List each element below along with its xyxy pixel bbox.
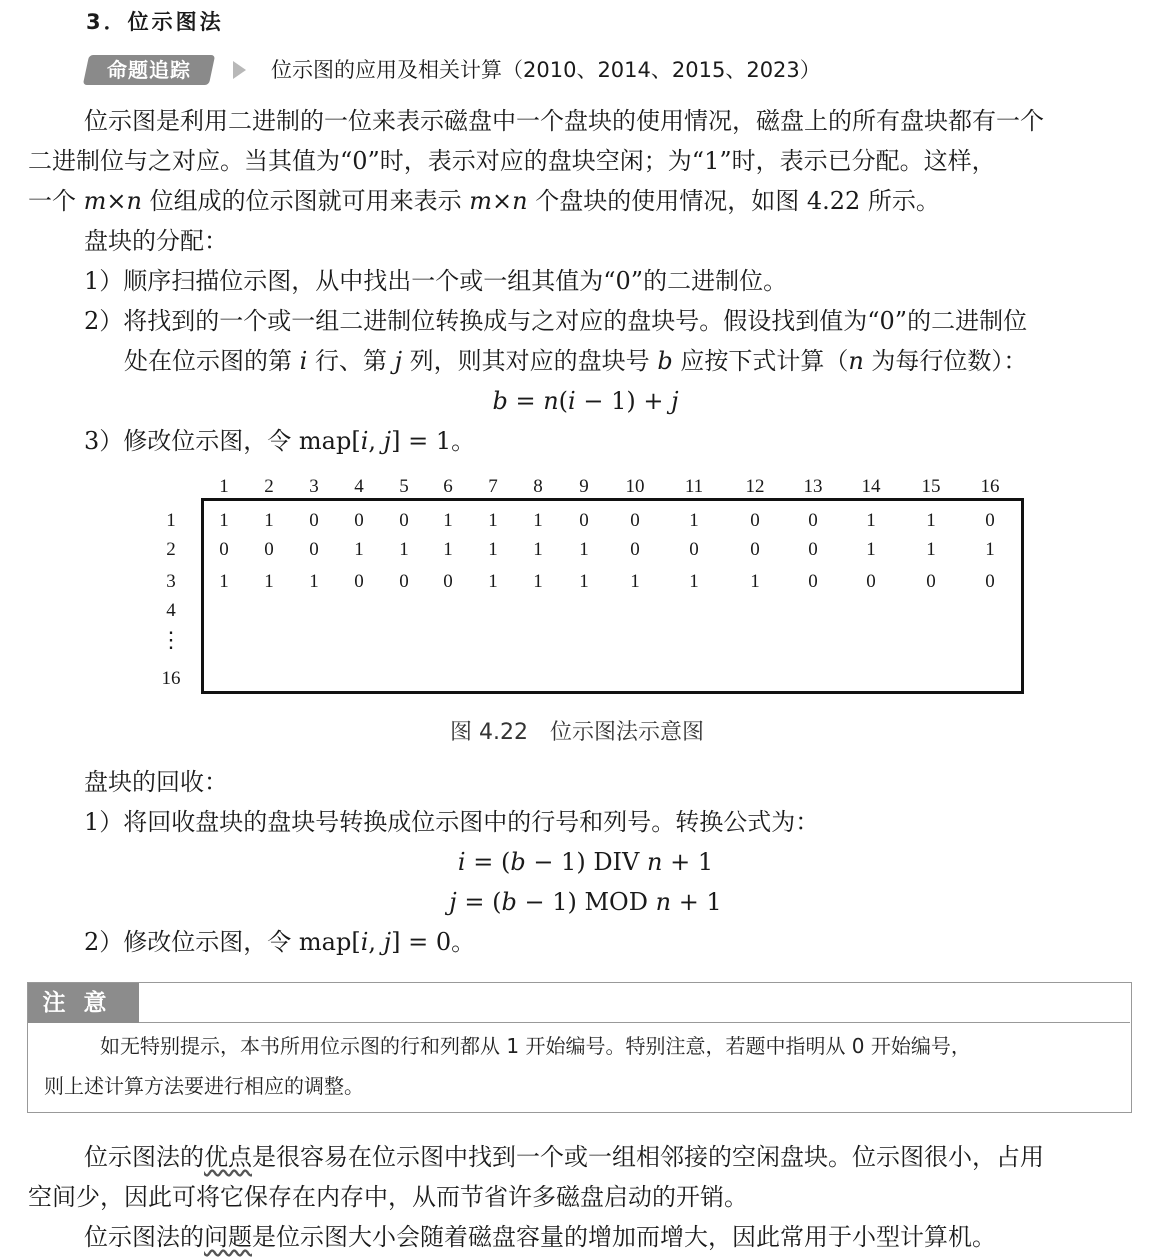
- row-label: 1: [166, 510, 176, 531]
- bitmap-cell: 1: [926, 510, 936, 531]
- math-n: n: [848, 347, 864, 375]
- bitmap-cell: 0: [579, 510, 589, 531]
- text: ,: [368, 427, 384, 455]
- bitmap-cell: 0: [866, 571, 876, 592]
- bitmap-cell: 1: [579, 539, 589, 560]
- bitmap-cell: 0: [689, 539, 699, 560]
- bitmap-cell: 0: [808, 510, 818, 531]
- allocation-step-1: 1）顺序扫描位示图，从中找出一个或一组其值为“0”的二进制位。: [84, 267, 788, 295]
- bitmap-cell: 0: [264, 539, 274, 560]
- bitmap-cell: 1: [630, 571, 640, 592]
- math-b: b: [510, 848, 526, 876]
- text: 是位示图大小会随着磁盘容量的增加而增大，因此常用于小型计算机。: [252, 1223, 996, 1251]
- math-j: j: [383, 928, 392, 956]
- column-label: 11: [684, 476, 704, 497]
- bitmap-cell: 1: [985, 539, 995, 560]
- bitmap-cell: 1: [488, 539, 498, 560]
- figure-caption: 图 4.22 位示图法示意图: [450, 720, 704, 745]
- bitmap-cell: 0: [443, 571, 453, 592]
- bitmap-cell: 1: [866, 510, 876, 531]
- bitmap-cell: 1: [533, 539, 543, 560]
- bitmap-cell: 0: [750, 510, 760, 531]
- text: 处在位示图的第: [124, 347, 300, 375]
- column-label: 14: [861, 476, 881, 497]
- closing-paragraph: [28, 1137, 1143, 1257]
- row-label: 2: [166, 539, 176, 560]
- note-line-2: 则上述计算方法要进行相应的调整。: [44, 1074, 364, 1098]
- bitmap-cell: 0: [985, 510, 995, 531]
- row-label: 3: [166, 571, 176, 592]
- text: 3）修改位示图，令 map[: [84, 427, 361, 455]
- bitmap-cell: 1: [264, 571, 274, 592]
- recycle-formula-j: [28, 882, 1143, 922]
- recycle-section: [28, 762, 1143, 962]
- math-i: i: [360, 427, 369, 455]
- bitmap-cell: 1: [689, 571, 699, 592]
- bitmap-cell: 0: [808, 539, 818, 560]
- column-label: 9: [579, 476, 589, 497]
- closing-line-2: 空间少，因此可将它保存在内存中，从而节省许多磁盘启动的开销。: [28, 1183, 748, 1211]
- math-mxn: m×n: [83, 187, 142, 215]
- intro-text: 一个: [28, 187, 84, 215]
- math-n: n: [543, 387, 559, 415]
- bitmap-cell: 0: [630, 539, 640, 560]
- math-op: = (: [465, 848, 511, 876]
- bitmap-cell: 1: [488, 571, 498, 592]
- recycle-formula-i: [28, 842, 1143, 882]
- column-label: 10: [625, 476, 645, 497]
- bitmap-cell: 1: [533, 571, 543, 592]
- math-op: (: [558, 387, 569, 415]
- row-label-16: 16: [161, 668, 181, 689]
- intro-line-3: [28, 181, 1143, 221]
- math-j: j: [394, 347, 403, 375]
- column-label: 16: [980, 476, 1000, 497]
- allocation-step-3: [28, 421, 1143, 461]
- column-label: 6: [443, 476, 453, 497]
- bitmap-cell: 0: [926, 571, 936, 592]
- math-op: − 1) DIV: [525, 848, 647, 876]
- math-j: j: [449, 888, 457, 916]
- column-label: 1: [219, 476, 229, 497]
- text: 为每行位数）：: [863, 347, 1028, 375]
- text: 是很容易在位示图中找到一个或一组相邻接的空闲盘块。位示图很小，占用: [252, 1143, 1044, 1171]
- bitmap-cell: 0: [309, 510, 319, 531]
- allocation-heading: 盘块的分配：: [84, 227, 228, 255]
- text: 位示图法的: [84, 1143, 204, 1171]
- intro-line-2: 二进制位与之对应。当其值为“0”时，表示对应的盘块空闲；为“1”时，表示已分配。这样，: [28, 147, 996, 175]
- math-i: i: [360, 928, 369, 956]
- math-mxn: m×n: [469, 187, 528, 215]
- math-op: − 1) MOD: [516, 888, 656, 916]
- recycle-step-1: 1）将回收盘块的盘块号转换成位示图中的行号和列号。转换公式为：: [84, 808, 820, 836]
- emphasis-advantage: 优点: [204, 1143, 252, 1171]
- column-label: 5: [399, 476, 409, 497]
- math-op: = (: [456, 888, 502, 916]
- intro-line-1: 位示图是利用二进制的一位来表示磁盘中一个盘块的使用情况，磁盘上的所有盘块都有一个: [84, 107, 1044, 135]
- column-label: 4: [354, 476, 364, 497]
- bitmap-cell: 1: [689, 510, 699, 531]
- bitmap-cell: 0: [354, 510, 364, 531]
- bitmap-cell: 1: [399, 539, 409, 560]
- bitmap-cell: 0: [399, 510, 409, 531]
- math-i: i: [299, 347, 308, 375]
- text: 2）修改位示图，令 map[: [84, 928, 361, 956]
- math-op: + 1: [671, 888, 722, 916]
- bitmap-cell: 0: [354, 571, 364, 592]
- bitmap-cell: 1: [219, 571, 229, 592]
- column-label: 8: [533, 476, 543, 497]
- bitmap-cell: 1: [488, 510, 498, 531]
- emphasis-problem: 问题: [204, 1223, 252, 1251]
- play-arrow-icon: [233, 61, 246, 79]
- text: ] = 1。: [391, 427, 476, 455]
- bitmap-cell: 1: [926, 539, 936, 560]
- bitmap-cell: 1: [264, 510, 274, 531]
- row-label-4: 4: [166, 600, 176, 621]
- closing-line-1: [28, 1137, 1143, 1177]
- column-label: 7: [488, 476, 498, 497]
- bitmap-cell: 0: [309, 539, 319, 560]
- bitmap-cell: 0: [985, 571, 995, 592]
- allocation-step-2-line-2: [28, 341, 1143, 381]
- math-b: b: [501, 888, 517, 916]
- text: 行、第: [307, 347, 395, 375]
- allocation-section: [28, 221, 1143, 461]
- bitmap-cell: 1: [443, 510, 453, 531]
- column-label: 2: [264, 476, 274, 497]
- note-divider: [139, 1022, 1130, 1023]
- tag-badge: [83, 55, 215, 85]
- bitmap-cell: 1: [354, 539, 364, 560]
- bitmap-cell: 1: [533, 510, 543, 531]
- text: ,: [368, 928, 384, 956]
- text: 应按下式计算（: [672, 347, 849, 375]
- note-line-1: 如无特别提示，本书所用位示图的行和列都从 1 开始编号。特别注意，若题中指明从 0 开始编号，: [100, 1034, 971, 1058]
- math-b: b: [492, 387, 508, 415]
- closing-line-3: [28, 1217, 1143, 1257]
- bitmap-cell: 0: [630, 510, 640, 531]
- tag-text: 位示图的应用及相关计算（2010、2014、2015、2023）: [271, 58, 821, 82]
- text: ] = 0。: [391, 928, 476, 956]
- tag-badge-label: 命题追踪: [107, 58, 191, 82]
- bitmap-cell: 0: [399, 571, 409, 592]
- note-header: 注意: [28, 983, 139, 1023]
- intro-paragraph: [28, 101, 1143, 221]
- math-n: n: [647, 848, 663, 876]
- allocation-step-2-line-1: 2）将找到的一个或一组二进制位转换成与之对应的盘块号。假设找到值为“0”的二进制位: [84, 307, 1028, 335]
- bitmap-cell: 1: [750, 571, 760, 592]
- column-label: 12: [745, 476, 765, 497]
- math-j: j: [383, 427, 392, 455]
- text: 列，则其对应的盘块号: [402, 347, 658, 375]
- text: 位示图法的: [84, 1223, 204, 1251]
- math-i: i: [568, 387, 576, 415]
- intro-text: 个盘块的使用情况，如图 4.22 所示。: [527, 187, 940, 215]
- bitmap-cell: 0: [750, 539, 760, 560]
- bitmap-cell: 1: [309, 571, 319, 592]
- math-b: b: [657, 347, 673, 375]
- math-op: − 1) +: [575, 387, 672, 415]
- math-j: j: [671, 387, 679, 415]
- bitmap-cell: 1: [443, 539, 453, 560]
- bitmap-cell: 1: [219, 510, 229, 531]
- intro-text: 位组成的位示图就可用来表示: [141, 187, 470, 215]
- bitmap-cell: 1: [866, 539, 876, 560]
- bitmap-cell: 1: [579, 571, 589, 592]
- vertical-ellipsis: ⋮: [160, 627, 182, 652]
- section-title: 3．位示图法: [86, 10, 224, 34]
- math-op: =: [507, 387, 544, 415]
- bitmap-cell: 0: [219, 539, 229, 560]
- column-label: 13: [803, 476, 823, 497]
- math-op: + 1: [662, 848, 714, 876]
- bitmap-cell: 0: [808, 571, 818, 592]
- column-label: 15: [921, 476, 941, 497]
- bitmap-frame: [201, 498, 1024, 694]
- column-label: 3: [309, 476, 319, 497]
- allocation-formula: [28, 381, 1143, 421]
- math-n: n: [655, 888, 672, 916]
- recycle-step-2: [28, 922, 1143, 962]
- math-i: i: [457, 848, 466, 876]
- recycle-heading: 盘块的回收：: [84, 768, 228, 796]
